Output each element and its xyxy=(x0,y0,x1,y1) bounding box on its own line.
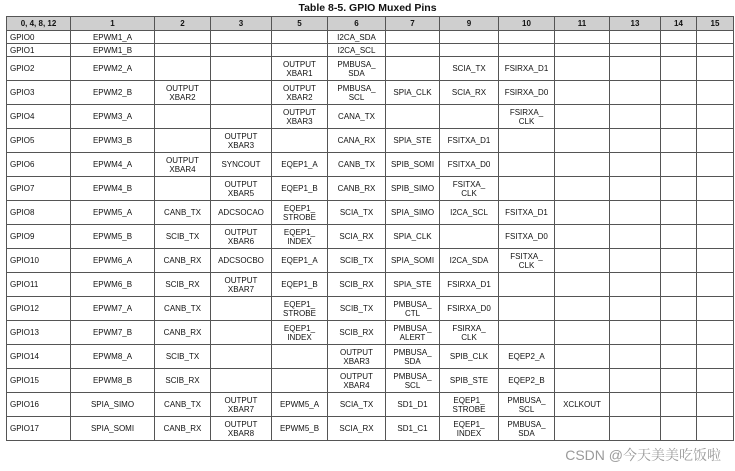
mux-cell xyxy=(661,225,697,249)
mux-cell xyxy=(555,225,610,249)
table-row xyxy=(7,153,734,177)
mux-cell: SCIA_RX xyxy=(440,81,499,105)
mux-cell: I2CA_SDA xyxy=(328,31,386,44)
column-header: 1 xyxy=(71,17,155,31)
mux-cell: PMBUSA_ CTL xyxy=(386,297,440,321)
column-header: 7 xyxy=(386,17,440,31)
mux-cell: SCIB_TX xyxy=(328,297,386,321)
mux-cell xyxy=(661,417,697,441)
mux-cell: CANB_RX xyxy=(328,177,386,201)
mux-cell: OUTPUT XBAR1 xyxy=(272,57,328,81)
mux-cell xyxy=(661,345,697,369)
pin-name-cell: GPIO15 xyxy=(7,369,71,393)
table-title: Table 8-5. GPIO Muxed Pins xyxy=(298,2,437,14)
header-row xyxy=(7,17,734,31)
mux-cell: OUTPUT XBAR2 xyxy=(272,81,328,105)
mux-cell xyxy=(697,417,734,441)
mux-cell: SCIB_RX xyxy=(155,369,211,393)
mux-cell xyxy=(610,321,661,345)
pin-name-cell: GPIO9 xyxy=(7,225,71,249)
mux-cell: EQEP1_B xyxy=(272,273,328,297)
mux-cell: EPWM4_B xyxy=(71,177,155,201)
mux-cell xyxy=(272,345,328,369)
mux-cell: CANB_TX xyxy=(328,153,386,177)
mux-cell xyxy=(697,369,734,393)
mux-cell: I2CA_SCL xyxy=(328,44,386,57)
table-row xyxy=(7,177,734,201)
mux-cell: SCIB_TX xyxy=(155,345,211,369)
mux-cell xyxy=(155,31,211,44)
table-row xyxy=(7,105,734,129)
mux-cell xyxy=(697,57,734,81)
mux-cell: SPIB_SOMI xyxy=(386,153,440,177)
mux-cell xyxy=(697,249,734,273)
mux-cell xyxy=(610,177,661,201)
mux-cell: FSIRXA_D0 xyxy=(499,81,555,105)
mux-cell xyxy=(386,44,440,57)
mux-cell xyxy=(610,273,661,297)
mux-cell xyxy=(610,369,661,393)
gpio-muxed-pins-table xyxy=(6,16,734,441)
table-row xyxy=(7,129,734,153)
mux-cell xyxy=(610,225,661,249)
mux-cell xyxy=(555,57,610,81)
mux-cell xyxy=(610,31,661,44)
mux-cell: SCIA_RX xyxy=(328,225,386,249)
mux-cell: OUTPUT XBAR3 xyxy=(328,345,386,369)
mux-cell xyxy=(272,31,328,44)
mux-cell: CANA_TX xyxy=(328,105,386,129)
mux-cell: FSIRXA_D1 xyxy=(440,273,499,297)
mux-cell xyxy=(697,44,734,57)
mux-cell: EPWM3_A xyxy=(71,105,155,129)
mux-cell: EQEP1_ STROBE xyxy=(272,297,328,321)
mux-cell xyxy=(610,417,661,441)
table-row xyxy=(7,201,734,225)
mux-cell xyxy=(661,31,697,44)
mux-cell: FSIRXA_ CLK xyxy=(440,321,499,345)
mux-cell: EPWM2_A xyxy=(71,57,155,81)
mux-cell: PMBUSA_ SDA xyxy=(386,345,440,369)
mux-cell: FSIRXA_D0 xyxy=(440,297,499,321)
mux-cell: EQEP1_ INDEX xyxy=(272,321,328,345)
mux-cell xyxy=(661,57,697,81)
table-row xyxy=(7,369,734,393)
mux-cell: EQEP2_A xyxy=(499,345,555,369)
mux-cell: EPWM7_B xyxy=(71,321,155,345)
mux-cell: CANB_TX xyxy=(155,393,211,417)
pin-name-cell: GPIO2 xyxy=(7,57,71,81)
mux-cell xyxy=(211,44,272,57)
mux-cell: EPWM6_B xyxy=(71,273,155,297)
mux-cell xyxy=(661,153,697,177)
mux-cell xyxy=(440,31,499,44)
mux-cell: I2CA_SCL xyxy=(440,201,499,225)
mux-cell: XCLKOUT xyxy=(555,393,610,417)
mux-cell: EQEP1_A xyxy=(272,249,328,273)
mux-cell xyxy=(211,57,272,81)
mux-cell xyxy=(661,249,697,273)
mux-cell xyxy=(155,129,211,153)
mux-cell xyxy=(610,393,661,417)
table-row xyxy=(7,249,734,273)
mux-cell xyxy=(155,105,211,129)
mux-cell xyxy=(499,177,555,201)
mux-cell: EQEP1_ STROBE xyxy=(272,201,328,225)
mux-cell xyxy=(697,31,734,44)
mux-cell xyxy=(610,81,661,105)
mux-cell: PMBUSA_ SDA xyxy=(328,57,386,81)
mux-cell: SPIA_SOMI xyxy=(386,249,440,273)
mux-cell xyxy=(610,129,661,153)
mux-cell xyxy=(440,225,499,249)
mux-cell: FSITXA_D1 xyxy=(440,129,499,153)
mux-cell: EPWM1_A xyxy=(71,31,155,44)
pin-name-cell: GPIO13 xyxy=(7,321,71,345)
mux-cell: FSITXA_ CLK xyxy=(440,177,499,201)
mux-cell xyxy=(555,129,610,153)
mux-cell: CANB_RX xyxy=(155,321,211,345)
mux-cell xyxy=(211,369,272,393)
pin-name-cell: GPIO6 xyxy=(7,153,71,177)
mux-cell: I2CA_SDA xyxy=(440,249,499,273)
mux-cell: EPWM7_A xyxy=(71,297,155,321)
mux-cell xyxy=(440,44,499,57)
mux-cell xyxy=(499,321,555,345)
mux-cell xyxy=(555,105,610,129)
mux-cell xyxy=(386,57,440,81)
table-row xyxy=(7,273,734,297)
mux-cell: CANB_RX xyxy=(155,249,211,273)
mux-cell: FSITXA_D1 xyxy=(499,201,555,225)
pin-name-cell: GPIO5 xyxy=(7,129,71,153)
mux-cell: ADCSOCBO xyxy=(211,249,272,273)
pin-name-cell: GPIO1 xyxy=(7,44,71,57)
mux-cell: EQEP1_ STROBE xyxy=(440,393,499,417)
pin-name-cell: GPIO8 xyxy=(7,201,71,225)
mux-cell: OUTPUT XBAR4 xyxy=(155,153,211,177)
mux-cell xyxy=(610,44,661,57)
mux-cell: EPWM8_B xyxy=(71,369,155,393)
mux-cell: SCIB_RX xyxy=(328,273,386,297)
mux-cell xyxy=(272,44,328,57)
mux-cell: FSIRXA_ CLK xyxy=(499,105,555,129)
mux-cell: FSIRXA_D1 xyxy=(499,57,555,81)
mux-cell xyxy=(610,201,661,225)
mux-cell: EPWM2_B xyxy=(71,81,155,105)
mux-cell: SPIB_STE xyxy=(440,369,499,393)
pin-name-cell: GPIO11 xyxy=(7,273,71,297)
mux-cell: EPWM1_B xyxy=(71,44,155,57)
mux-cell: SPIA_CLK xyxy=(386,81,440,105)
mux-cell xyxy=(386,31,440,44)
mux-cell: SPIA_SIMO xyxy=(71,393,155,417)
mux-cell: OUTPUT XBAR4 xyxy=(328,369,386,393)
mux-cell xyxy=(697,105,734,129)
mux-cell xyxy=(555,81,610,105)
mux-cell: EQEP2_B xyxy=(499,369,555,393)
mux-cell: CANA_RX xyxy=(328,129,386,153)
pin-name-cell: GPIO12 xyxy=(7,297,71,321)
mux-cell xyxy=(697,81,734,105)
mux-cell: SPIB_CLK xyxy=(440,345,499,369)
mux-cell xyxy=(386,105,440,129)
mux-cell: ADCSOCAO xyxy=(211,201,272,225)
mux-cell: SYNCOUT xyxy=(211,153,272,177)
column-header: 5 xyxy=(272,17,328,31)
mux-cell: FSITXA_ CLK xyxy=(499,249,555,273)
mux-cell xyxy=(697,273,734,297)
column-header: 0, 4, 8, 12 xyxy=(7,17,71,31)
pin-name-cell: GPIO10 xyxy=(7,249,71,273)
mux-cell xyxy=(555,177,610,201)
mux-cell xyxy=(272,129,328,153)
mux-cell xyxy=(610,297,661,321)
mux-cell xyxy=(211,31,272,44)
mux-cell xyxy=(697,321,734,345)
mux-cell: FSITXA_D0 xyxy=(499,225,555,249)
mux-cell xyxy=(555,297,610,321)
mux-cell xyxy=(697,153,734,177)
mux-cell xyxy=(697,225,734,249)
watermark: CSDN @今天美美吃饭啦 xyxy=(565,447,721,463)
mux-cell: OUTPUT XBAR6 xyxy=(211,225,272,249)
mux-cell xyxy=(697,393,734,417)
mux-cell xyxy=(555,321,610,345)
mux-cell: OUTPUT XBAR7 xyxy=(211,273,272,297)
mux-cell: EQEP1_B xyxy=(272,177,328,201)
pin-name-cell: GPIO14 xyxy=(7,345,71,369)
mux-cell: SPIA_STE xyxy=(386,273,440,297)
mux-cell xyxy=(211,105,272,129)
mux-cell xyxy=(555,249,610,273)
table-row xyxy=(7,345,734,369)
mux-cell: SPIB_SIMO xyxy=(386,177,440,201)
mux-cell: FSITXA_D0 xyxy=(440,153,499,177)
pin-name-cell: GPIO0 xyxy=(7,31,71,44)
mux-cell xyxy=(661,44,697,57)
table-row xyxy=(7,297,734,321)
table-row xyxy=(7,31,734,44)
mux-cell xyxy=(499,153,555,177)
mux-cell: EQEP1_A xyxy=(272,153,328,177)
mux-cell: PMBUSA_ SDA xyxy=(499,417,555,441)
mux-cell xyxy=(610,57,661,81)
table-row xyxy=(7,44,734,57)
mux-cell: CANB_RX xyxy=(155,417,211,441)
mux-cell: SCIB_RX xyxy=(328,321,386,345)
mux-cell xyxy=(155,44,211,57)
mux-cell: OUTPUT XBAR7 xyxy=(211,393,272,417)
mux-cell: SCIA_TX xyxy=(328,393,386,417)
mux-cell xyxy=(697,201,734,225)
mux-cell: SCIB_RX xyxy=(155,273,211,297)
mux-cell: EQEP1_ INDEX xyxy=(440,417,499,441)
mux-cell xyxy=(211,297,272,321)
mux-cell xyxy=(211,345,272,369)
column-header: 2 xyxy=(155,17,211,31)
mux-cell: OUTPUT XBAR5 xyxy=(211,177,272,201)
mux-cell xyxy=(610,345,661,369)
mux-cell xyxy=(661,273,697,297)
pin-name-cell: GPIO17 xyxy=(7,417,71,441)
table-row xyxy=(7,225,734,249)
mux-cell xyxy=(155,177,211,201)
mux-cell xyxy=(555,273,610,297)
mux-cell xyxy=(211,81,272,105)
mux-cell: SPIA_SIMO xyxy=(386,201,440,225)
mux-cell xyxy=(697,297,734,321)
pin-name-cell: GPIO4 xyxy=(7,105,71,129)
mux-cell: OUTPUT XBAR8 xyxy=(211,417,272,441)
mux-cell xyxy=(499,31,555,44)
mux-cell xyxy=(661,177,697,201)
mux-cell: PMBUSA_ ALERT xyxy=(386,321,440,345)
mux-cell: SCIA_RX xyxy=(328,417,386,441)
mux-cell: EPWM4_A xyxy=(71,153,155,177)
mux-cell: OUTPUT XBAR3 xyxy=(211,129,272,153)
table-row xyxy=(7,417,734,441)
mux-cell xyxy=(661,369,697,393)
mux-cell xyxy=(610,153,661,177)
mux-cell: OUTPUT XBAR2 xyxy=(155,81,211,105)
mux-cell xyxy=(661,297,697,321)
mux-cell xyxy=(661,201,697,225)
mux-cell: PMBUSA_ SCL xyxy=(499,393,555,417)
mux-cell xyxy=(661,393,697,417)
mux-cell: SCIB_TX xyxy=(328,249,386,273)
table-row xyxy=(7,393,734,417)
mux-cell: EPWM5_B xyxy=(272,417,328,441)
mux-cell: EQEP1_ INDEX xyxy=(272,225,328,249)
mux-cell xyxy=(499,273,555,297)
column-header: 11 xyxy=(555,17,610,31)
mux-cell xyxy=(440,105,499,129)
mux-cell: SCIA_TX xyxy=(328,201,386,225)
mux-cell xyxy=(610,105,661,129)
mux-cell xyxy=(555,44,610,57)
mux-cell: EPWM5_B xyxy=(71,225,155,249)
column-header: 10 xyxy=(499,17,555,31)
mux-cell xyxy=(661,321,697,345)
mux-cell xyxy=(697,345,734,369)
mux-cell xyxy=(272,369,328,393)
mux-cell: SD1_D1 xyxy=(386,393,440,417)
mux-cell: PMBUSA_ SCL xyxy=(328,81,386,105)
pin-name-cell: GPIO3 xyxy=(7,81,71,105)
mux-cell xyxy=(555,417,610,441)
mux-cell: SPIA_SOMI xyxy=(71,417,155,441)
column-header: 3 xyxy=(211,17,272,31)
mux-cell: SCIB_TX xyxy=(155,225,211,249)
mux-cell: SCIA_TX xyxy=(440,57,499,81)
mux-cell xyxy=(555,31,610,44)
table-row xyxy=(7,81,734,105)
mux-cell xyxy=(499,44,555,57)
mux-cell xyxy=(155,57,211,81)
mux-cell: SD1_C1 xyxy=(386,417,440,441)
mux-cell: CANB_TX xyxy=(155,297,211,321)
mux-cell xyxy=(661,129,697,153)
mux-cell xyxy=(661,81,697,105)
mux-cell xyxy=(499,129,555,153)
mux-cell: SPIA_STE xyxy=(386,129,440,153)
mux-cell xyxy=(610,249,661,273)
mux-cell: OUTPUT XBAR3 xyxy=(272,105,328,129)
mux-cell xyxy=(555,345,610,369)
mux-cell xyxy=(697,177,734,201)
mux-cell xyxy=(555,201,610,225)
column-header: 9 xyxy=(440,17,499,31)
pin-name-cell: GPIO16 xyxy=(7,393,71,417)
mux-cell xyxy=(499,297,555,321)
mux-cell: EPWM5_A xyxy=(272,393,328,417)
table-row xyxy=(7,321,734,345)
pin-name-cell: GPIO7 xyxy=(7,177,71,201)
mux-cell: SPIA_CLK xyxy=(386,225,440,249)
column-header: 14 xyxy=(661,17,697,31)
mux-cell: EPWM8_A xyxy=(71,345,155,369)
mux-cell: EPWM5_A xyxy=(71,201,155,225)
mux-cell: CANB_TX xyxy=(155,201,211,225)
column-header: 6 xyxy=(328,17,386,31)
mux-cell: PMBUSA_ SCL xyxy=(386,369,440,393)
mux-cell xyxy=(697,129,734,153)
mux-cell xyxy=(211,321,272,345)
mux-cell: EPWM3_B xyxy=(71,129,155,153)
mux-cell xyxy=(555,153,610,177)
mux-cell: EPWM6_A xyxy=(71,249,155,273)
column-header: 15 xyxy=(697,17,734,31)
mux-cell xyxy=(555,369,610,393)
mux-cell xyxy=(661,105,697,129)
column-header: 13 xyxy=(610,17,661,31)
table-row xyxy=(7,57,734,81)
